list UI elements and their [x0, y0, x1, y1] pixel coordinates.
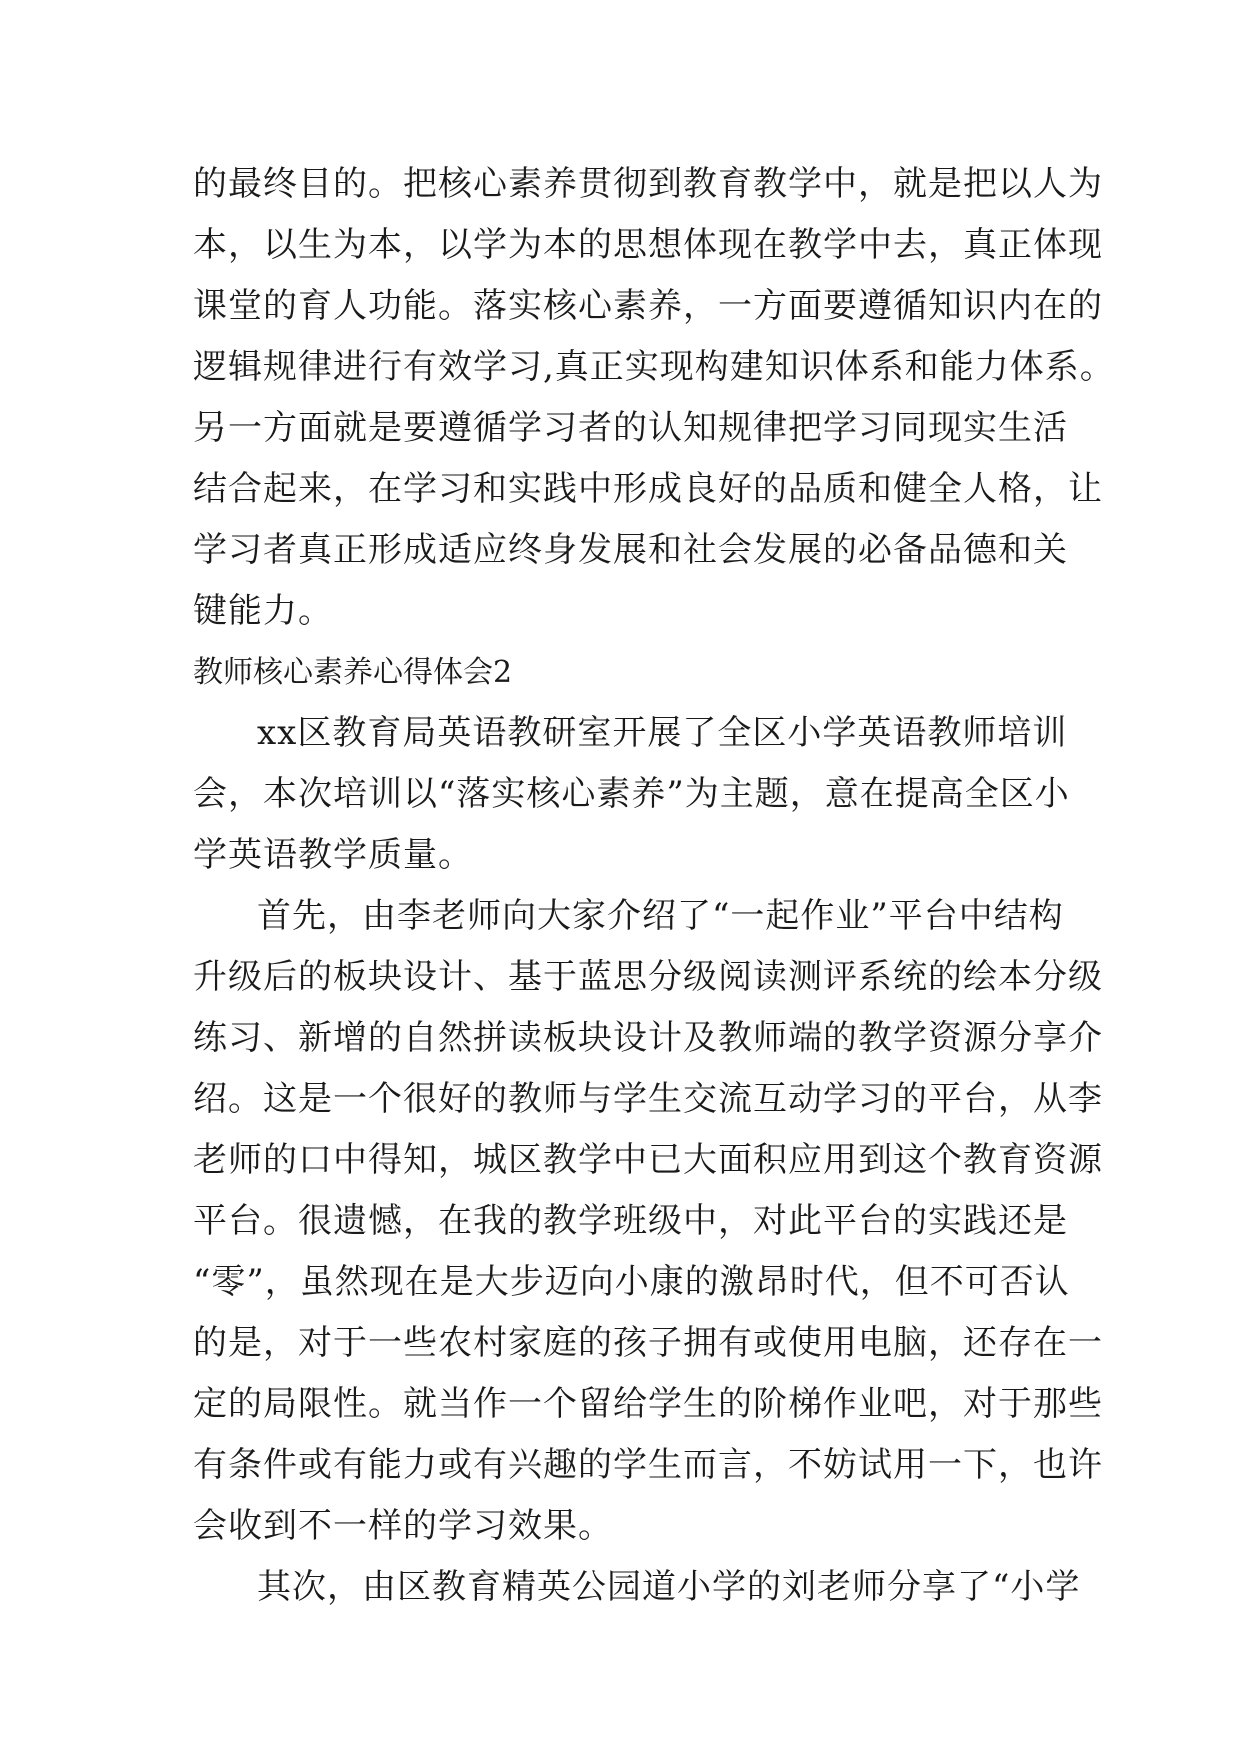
- text-line: xx区教育局英语教研室开展了全区小学英语教师培训: [257, 713, 1068, 753]
- text-line: 会收到不一样的学习效果。: [193, 1506, 613, 1546]
- text-line: 课堂的育人功能。落实核心素养，一方面要遵循知识内在的: [193, 286, 1103, 326]
- text-line: 键能力。: [193, 591, 333, 631]
- text-line: 其次，由区教育精英公园道小学的刘老师分享了“小学: [257, 1567, 1081, 1607]
- paragraph: [193, 886, 1103, 1557]
- text-line: “零”，虽然现在是大步迈向小康的激昂时代，但不可否认: [193, 1262, 1070, 1302]
- text-line: 会，本次培训以“落实核心素养”为主题，意在提高全区小: [193, 774, 1070, 814]
- paragraph: [193, 154, 1115, 642]
- text-line: 结合起来，在学习和实践中形成良好的品质和健全人格，让: [193, 469, 1103, 509]
- text-line: 老师的口中得知，城区教学中已大面积应用到这个教育资源: [193, 1140, 1103, 1180]
- text-line: 本，以生为本，以学为本的思想体现在教学中去，真正体现: [193, 225, 1103, 265]
- paragraph: [193, 1557, 1081, 1618]
- text-line: 学习者真正形成适应终身发展和社会发展的必备品德和关: [193, 530, 1068, 570]
- document-body: [193, 154, 1115, 1618]
- text-line: 绍。这是一个很好的教师与学生交流互动学习的平台，从李: [193, 1079, 1103, 1119]
- text-line: 升级后的板块设计、基于蓝思分级阅读测评系统的绘本分级: [193, 957, 1103, 997]
- paragraph: [193, 703, 1070, 886]
- section-heading: 教师核心素养心得体会2: [193, 655, 513, 690]
- text-line: 逻辑规律进行有效学习,真正实现构建知识体系和能力体系。: [193, 347, 1115, 387]
- text-line: 练习、新增的自然拼读板块设计及教师端的教学资源分享介: [193, 1018, 1103, 1058]
- text-line: 学英语教学质量。: [193, 835, 473, 875]
- text-line: 平台。很遗憾，在我的教学班级中，对此平台的实践还是: [193, 1201, 1068, 1241]
- text-line: 的最终目的。把核心素养贯彻到教育教学中，就是把以人为: [193, 164, 1103, 204]
- text-line: 有条件或有能力或有兴趣的学生而言，不妨试用一下，也许: [193, 1445, 1103, 1485]
- text-line: 的是，对于一些农村家庭的孩子拥有或使用电脑，还存在一: [193, 1323, 1103, 1363]
- text-line: 定的局限性。就当作一个留给学生的阶梯作业吧，对于那些: [193, 1384, 1103, 1424]
- text-line: 首先，由李老师向大家介绍了“一起作业”平台中结构: [257, 896, 1064, 936]
- text-line: 另一方面就是要遵循学习者的认知规律把学习同现实生活: [193, 408, 1068, 448]
